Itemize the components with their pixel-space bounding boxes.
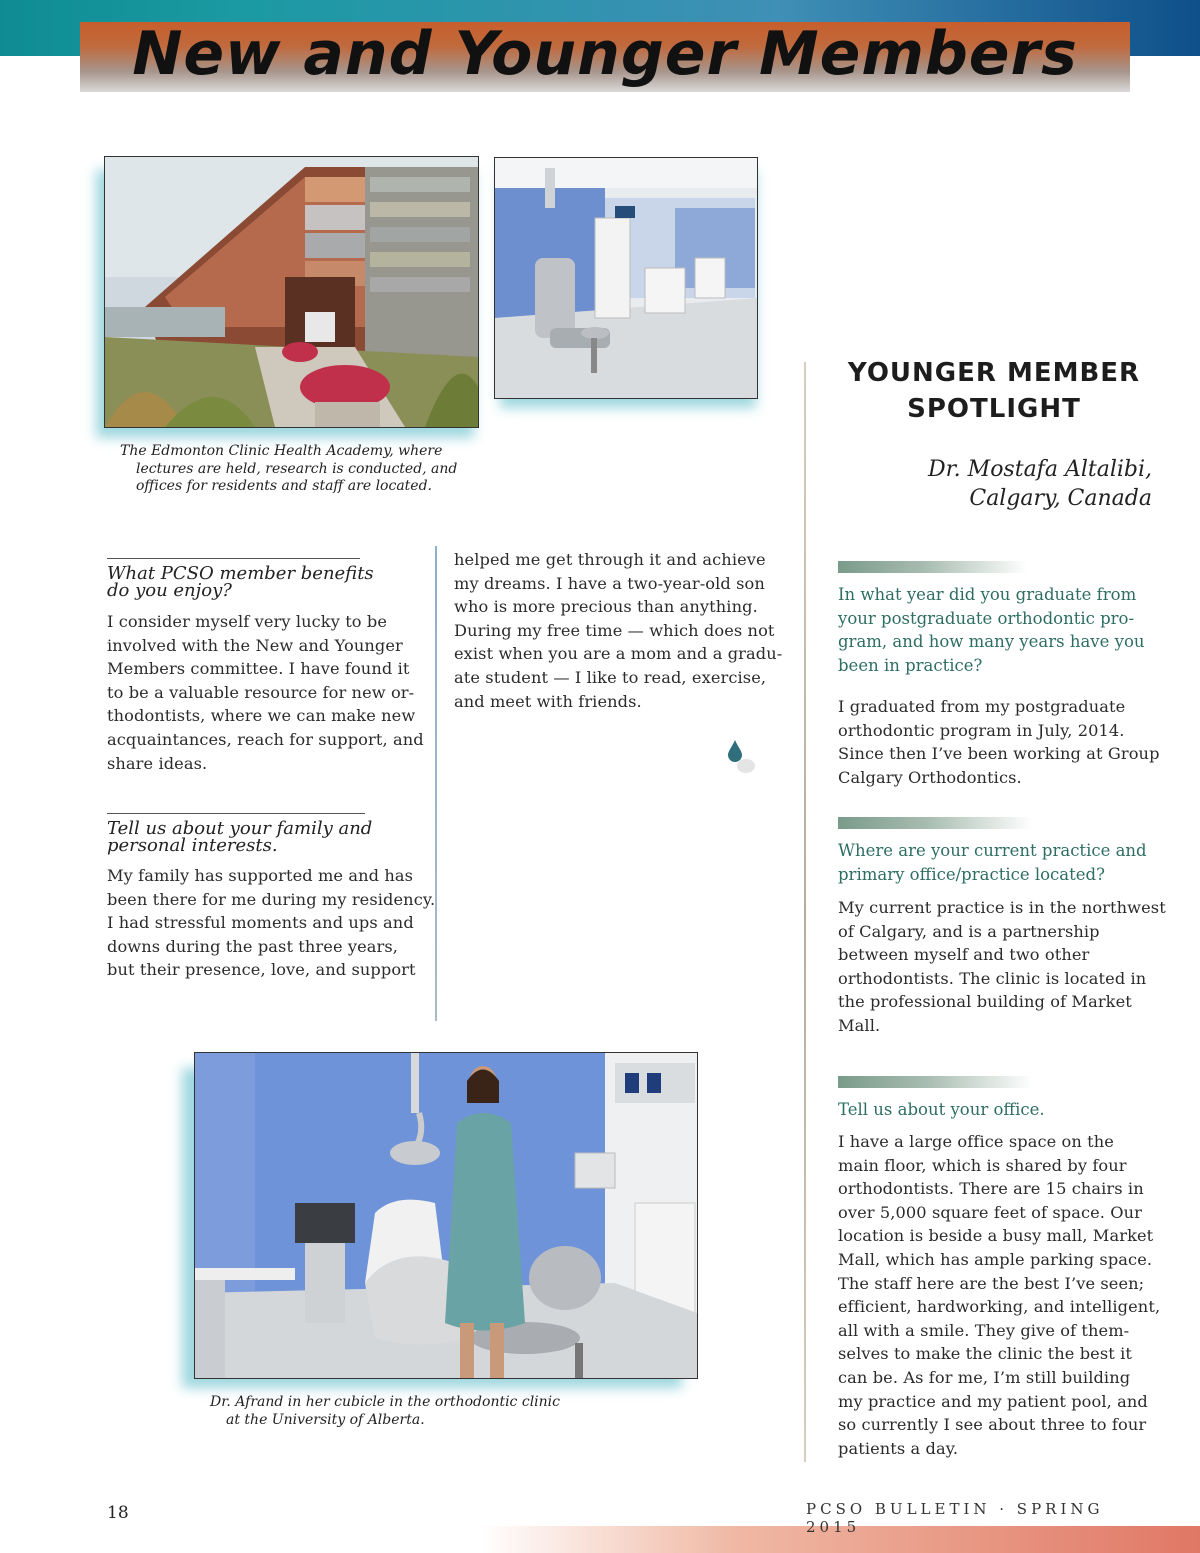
text-line: my dreams. I have a two-year-old son — [454, 573, 765, 593]
spotlight-title-line: SPOTLIGHT — [907, 394, 1081, 424]
member-name-line: Dr. Mostafa Altalibi, — [927, 457, 1152, 482]
text-line: acquaintances, reach for support, and — [107, 729, 424, 749]
answer-text — [107, 864, 436, 982]
text-line: Calgary Orthodontics. — [838, 767, 1022, 787]
spotlight-member-name — [834, 455, 1152, 513]
text-line: I consider myself very lucky to be — [107, 612, 388, 631]
text-line: selves to make the clinic the best it — [838, 1344, 1132, 1364]
building-caption — [120, 443, 480, 496]
spotlight-answer — [838, 1130, 1168, 1460]
section-rule — [107, 558, 360, 559]
question-bar — [838, 1076, 1033, 1088]
building-illustration — [105, 157, 478, 427]
text-line: orthodontic program in July, 2014. — [838, 720, 1125, 740]
text-line: I had stressful moments and ups and — [107, 913, 414, 933]
text-line: over 5,000 square feet of space. Our — [838, 1202, 1143, 1222]
text-line: who is more precious than anything. — [454, 597, 758, 617]
text-line: exist when you are a mom and a gradu- — [454, 644, 783, 664]
text-line: patients a day. — [838, 1438, 959, 1458]
question-line: gram, and how many years have you — [838, 632, 1145, 652]
text-line: but their presence, love, and support — [107, 960, 416, 980]
heading-line: Tell us about your family and — [107, 818, 373, 839]
text-line: my practice and my patient pool, and — [838, 1391, 1148, 1411]
continued-text — [454, 548, 783, 713]
question-line: been in practice? — [838, 655, 983, 675]
question-line: In what year did you graduate from — [838, 585, 1137, 604]
spotlight-question — [838, 1098, 1158, 1122]
spotlight-title — [834, 355, 1154, 427]
caption-line: Dr. Afrand in her cubicle in the orthodontic clinic — [210, 1394, 560, 1410]
question-line: Tell us about your office. — [838, 1100, 1045, 1119]
question-heading — [107, 565, 407, 599]
clinic-room-photo — [494, 157, 758, 399]
text-line: Members committee. I have found it — [107, 659, 410, 679]
caption-line: The Edmonton Clinic Health Academy, where — [120, 443, 443, 459]
text-line: The staff here are the best I’ve seen; — [838, 1273, 1145, 1293]
spotlight-question — [838, 839, 1158, 886]
spotlight-answer — [838, 695, 1158, 789]
text-line: I graduated from my postgraduate — [838, 697, 1126, 716]
text-line: orthodontists. The clinic is located in — [838, 968, 1147, 988]
end-mark-drop-icon — [726, 738, 758, 778]
caption-line: at the University of Alberta. — [226, 1411, 425, 1428]
text-line: thodontists, where we can make new — [107, 706, 416, 726]
text-line: main floor, which is shared by four — [838, 1155, 1127, 1175]
text-line: Mall. — [838, 1015, 881, 1035]
heading-line: personal interests. — [107, 835, 278, 856]
spotlight-answer — [838, 896, 1168, 1038]
answer-text — [107, 610, 427, 775]
text-line: share ideas. — [107, 753, 208, 773]
question-line: your postgraduate orthodontic pro- — [838, 608, 1135, 628]
member-location-line: Calgary, Canada — [969, 486, 1152, 511]
question-line: Where are your current practice and — [838, 841, 1147, 860]
text-line: to be a valuable resource for new or- — [107, 682, 415, 702]
text-line: downs during the past three years, — [107, 936, 399, 956]
text-line: can be. As for me, I’m still building — [838, 1367, 1131, 1387]
text-line: helped me get through it and achieve — [454, 550, 766, 569]
page-title: New and Younger Members — [132, 19, 1078, 89]
spotlight-title-line: YOUNGER MEMBER — [847, 358, 1141, 388]
heading-line: do you enjoy? — [107, 580, 232, 601]
dr-afrand-caption — [210, 1394, 610, 1429]
text-line: so currently I see about three to four — [838, 1415, 1147, 1435]
text-line: been there for me during my residency. — [107, 889, 436, 909]
caption-line: lectures are held, research is conducted, and — [136, 460, 458, 477]
question-bar — [838, 817, 1033, 829]
caption-line: offices for residents and staff are located. — [136, 478, 432, 494]
text-line: involved with the New and Younger — [107, 635, 403, 655]
text-line: the professional building of Market — [838, 992, 1132, 1012]
clinic-room-illustration — [495, 158, 757, 398]
building-photo — [104, 156, 479, 428]
text-line: I have a large office space on the — [838, 1132, 1114, 1151]
text-line: all with a smile. They give of them- — [838, 1320, 1130, 1340]
text-line: My current practice is in the northwest — [838, 898, 1166, 917]
heading-line: What PCSO member benefits — [107, 563, 374, 584]
text-line: During my free time — which does not — [454, 620, 775, 640]
sidebar-divider — [804, 362, 806, 1462]
text-line: Since then I’ve been working at Group — [838, 744, 1160, 764]
spotlight-question — [838, 583, 1158, 677]
column-divider — [435, 546, 437, 1021]
text-line: Mall, which has ample parking space. — [838, 1249, 1153, 1269]
running-title: PCSO BULLETIN · SPRING 2015 — [806, 1500, 1104, 1536]
text-line: between myself and two other — [838, 945, 1090, 965]
text-line: of Calgary, and is a partnership — [838, 921, 1100, 941]
question-heading — [107, 820, 407, 854]
text-line: efficient, hardworking, and intelligent, — [838, 1297, 1161, 1317]
dr-afrand-photo — [194, 1052, 698, 1379]
page-number: 18 — [107, 1503, 129, 1523]
question-line: primary office/practice located? — [838, 864, 1105, 884]
text-line: My family has supported me and has — [107, 866, 414, 885]
question-bar — [838, 561, 1028, 573]
text-line: and meet with friends. — [454, 691, 642, 711]
text-line: ate student — I like to read, exercise, — [454, 667, 767, 687]
text-line: location is beside a busy mall, Market — [838, 1226, 1154, 1246]
section-rule — [107, 813, 365, 814]
text-line: orthodontists. There are 15 chairs in — [838, 1179, 1144, 1199]
dr-afrand-illustration — [195, 1053, 697, 1378]
